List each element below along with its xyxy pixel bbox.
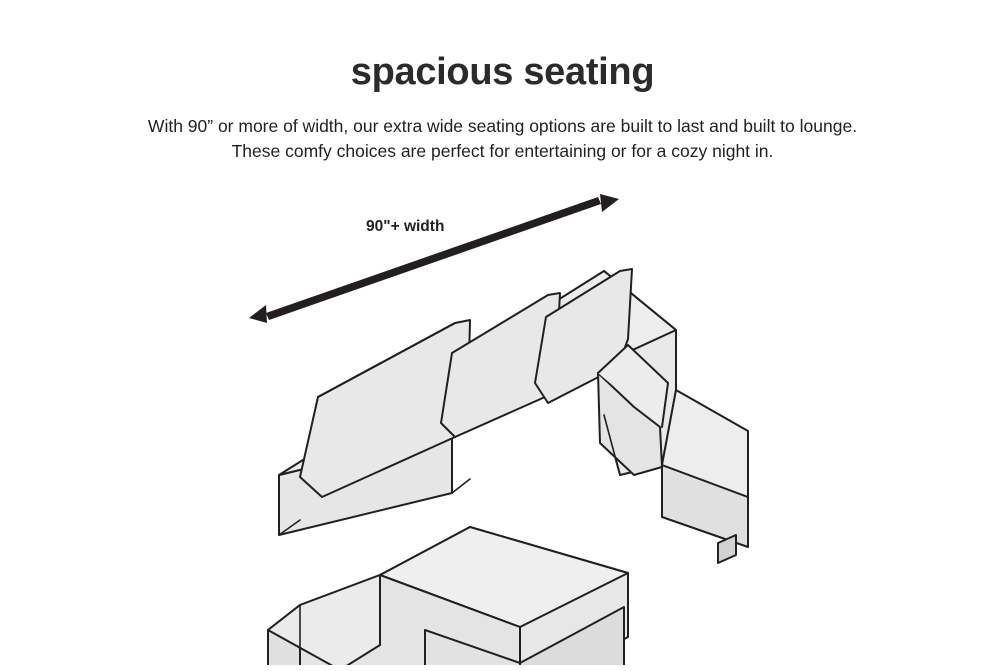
subcopy-block (0, 114, 1005, 165)
sofa-line-drawing-icon (0, 175, 1005, 665)
subcopy-line-1: With 90” or more of width, our extra wide seating options are built to last and built to lounge. (147, 116, 858, 136)
sofa-leg-right (718, 535, 736, 563)
subcopy-line-2: These comfy choices are perfect for entertaining or for a cozy night in. (231, 141, 774, 162)
sofa-illustration (0, 175, 1005, 665)
page-title: spacious seating (350, 51, 655, 93)
dimension-label: 90"+ width (366, 218, 445, 235)
